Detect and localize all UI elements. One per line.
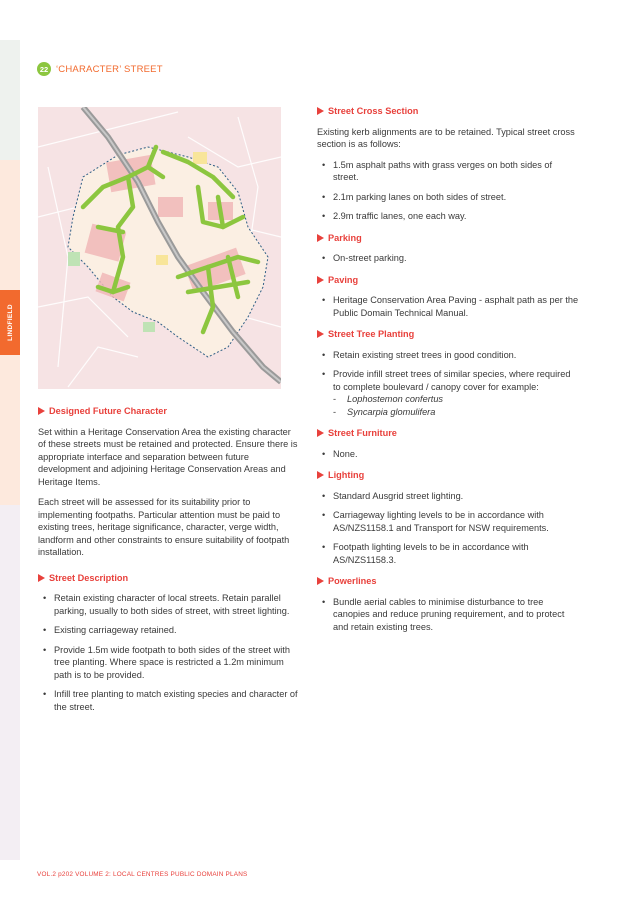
left-column bbox=[38, 405, 300, 722]
page-number-badge: 22 bbox=[37, 62, 51, 76]
paragraph: Set within a Heritage Conservation Area the existing character of these streets must be retained and protected. Ensure there is appropriate interface and separation between future development and adjoining Heritage Conservation Areas and Heritage Items. bbox=[38, 426, 298, 487]
list-item: • Provide infill street trees of similar species, where required to complete boulevard / canopy cover for example: - Lophostemon confertus - Syncarpia glomulifera bbox=[317, 368, 579, 418]
section-heading-powerlines: Powerlines bbox=[317, 575, 579, 588]
species-item: - Lophostemon confertus bbox=[333, 394, 444, 404]
cross-section-list bbox=[317, 159, 579, 223]
section-heading-paving: Paving bbox=[317, 274, 579, 287]
triangle-right-icon bbox=[317, 471, 324, 479]
list-item: • On-street parking. bbox=[322, 253, 407, 263]
street-map bbox=[38, 107, 281, 389]
list-item: • Carriageway lighting levels to be in accordance with AS/NZS1158.1 and Transport for NSW requirements. bbox=[322, 510, 549, 533]
right-column bbox=[317, 105, 579, 642]
lighting-list bbox=[317, 490, 579, 567]
page-title: ‘CHARACTER’ STREET bbox=[56, 63, 163, 75]
section-heading-street-furniture: Street Furniture bbox=[317, 427, 579, 440]
list-item: • 1.5m asphalt paths with grass verges on both sides of street. bbox=[322, 159, 553, 182]
list-item: • Infill tree planting to match existing species and character of the street. bbox=[43, 689, 298, 712]
list-item: • Retain existing street trees in good condition. bbox=[322, 349, 517, 360]
section-heading-designed-future-character: Designed Future Character bbox=[38, 405, 300, 418]
triangle-right-icon bbox=[317, 107, 324, 115]
list-item: • Standard Ausgrid street lighting. bbox=[322, 490, 464, 501]
triangle-right-icon bbox=[317, 330, 324, 338]
furniture-list bbox=[317, 448, 579, 461]
edge-strip-top bbox=[0, 40, 20, 160]
paragraph: Existing kerb alignments are to be retained. Typical street cross section is as follows: bbox=[317, 126, 575, 149]
parking-list bbox=[317, 252, 579, 265]
triangle-right-icon bbox=[317, 429, 324, 437]
species-item: - Syncarpia glomulifera bbox=[333, 406, 436, 417]
edge-strip-bottom bbox=[0, 505, 20, 860]
street-description-list bbox=[38, 592, 300, 713]
section-heading-lighting: Lighting bbox=[317, 469, 579, 482]
list-item: • None. bbox=[322, 448, 358, 459]
triangle-right-icon bbox=[317, 234, 324, 242]
paragraph: Each street will be assessed for its suitability prior to implementing footpaths. Particular attention must be paid to existing trees, heritage significance, character, verge width, landform and other constraints to ensure suitability of footpath installation. bbox=[38, 497, 290, 557]
list-item: • Existing carriageway retained. bbox=[43, 625, 177, 635]
edge-strip-upper bbox=[0, 160, 20, 290]
list-item: • Heritage Conservation Area Paving - asphalt path as per the Public Domain Technical Manual. bbox=[322, 295, 579, 318]
powerlines-list bbox=[317, 596, 579, 634]
list-item: • 2.9m traffic lanes, one each way. bbox=[322, 211, 467, 221]
side-tab-label: LINDFIELD bbox=[6, 304, 14, 341]
section-heading-street-cross-section: Street Cross Section bbox=[317, 105, 579, 118]
list-item: • 2.1m parking lanes on both sides of street. bbox=[322, 191, 507, 202]
triangle-right-icon bbox=[317, 577, 324, 585]
tree-planting-list bbox=[317, 349, 579, 419]
paving-list bbox=[317, 294, 579, 319]
triangle-right-icon bbox=[317, 276, 324, 284]
section-heading-street-description: Street Description bbox=[38, 572, 300, 585]
section-heading-street-tree-planting: Street Tree Planting bbox=[317, 328, 579, 341]
list-item: • Retain existing character of local streets. Retain parallel parking, usually to both sides of street, with street lighting. bbox=[43, 593, 290, 616]
list-item: • Footpath lighting levels to be in accordance with AS/NZS1158.3. bbox=[322, 542, 529, 565]
list-item: • Bundle aerial cables to minimise disturbance to tree canopies and reduce pruning requirement, and to protect and retain existing trees. bbox=[322, 596, 565, 632]
side-tab-label-wrap bbox=[0, 290, 20, 355]
list-item: • Provide 1.5m wide footpath to both sides of the street with tree planting. Where space is restricted a 1.2m minimum path is to be provided. bbox=[43, 644, 290, 680]
page-footer: VOL.2 p202 VOLUME 2: LOCAL CENTRES PUBLIC DOMAIN PLANS bbox=[37, 871, 248, 878]
page-header bbox=[37, 62, 163, 76]
edge-strip-lower bbox=[0, 355, 20, 505]
triangle-right-icon bbox=[38, 574, 45, 582]
section-heading-parking: Parking bbox=[317, 232, 579, 245]
triangle-right-icon bbox=[38, 407, 45, 415]
